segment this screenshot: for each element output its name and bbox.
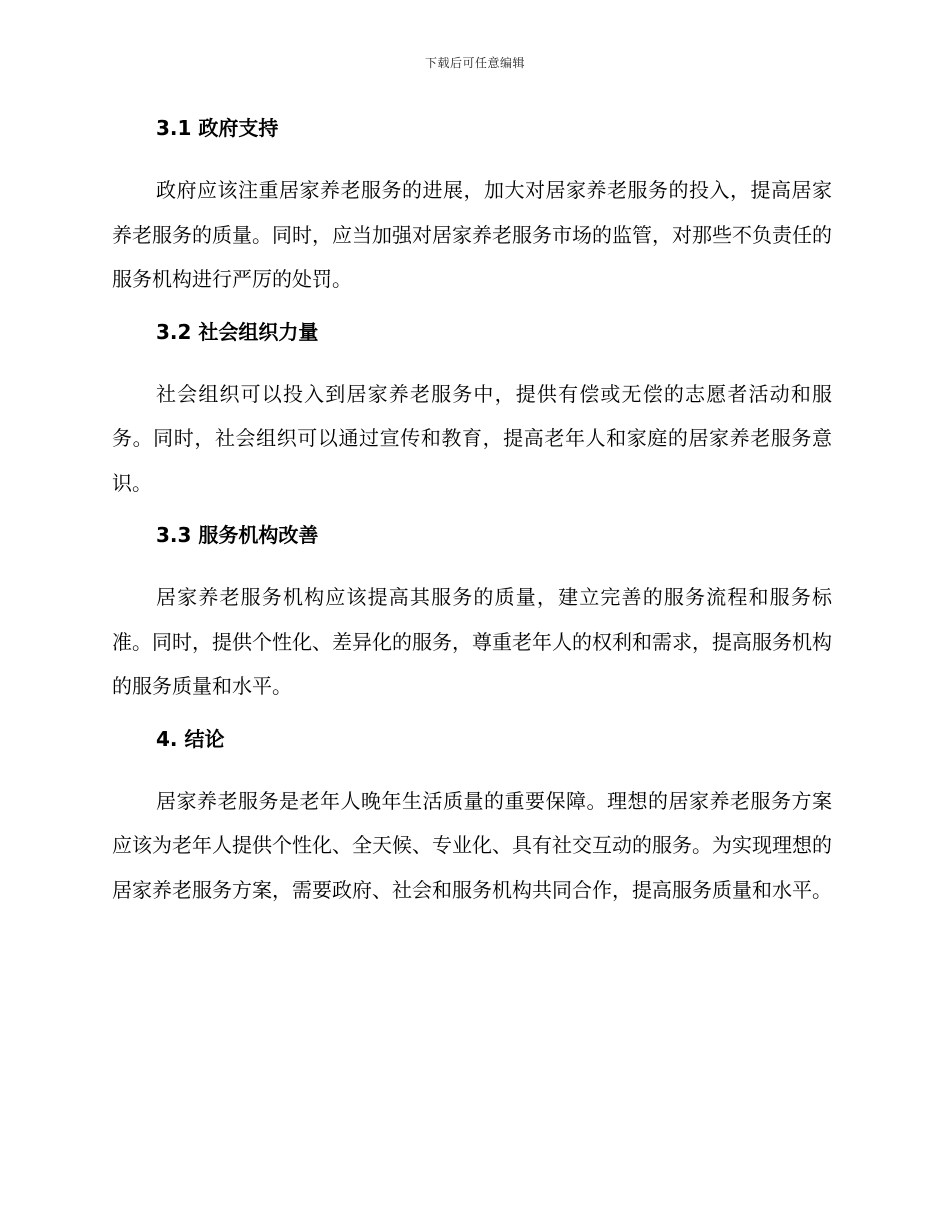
section-paragraph-4: 居家养老服务是老年人晚年生活质量的重要保障。理想的居家养老服务方案应该为老年人提供个性化、全天候、专业化、具有社交互动的服务。为实现理想的居家养老服务方案，需要政府、社会和服务机构共同合作，提高服务质量和水平。 [112, 788, 832, 902]
section-heading-3-1: 3.1 政府支持 [156, 116, 279, 140]
header-note: 下载后可任意编辑 [424, 56, 525, 70]
section-paragraph-3-1: 政府应该注重居家养老服务的进展，加大对居家养老服务的投入，提高居家养老服务的质量。同时，应当加强对居家养老服务市场的监管，对那些不负责任的服务机构进行严厉的处罚。 [112, 178, 832, 291]
section-paragraph-3-2: 社会组织可以投入到居家养老服务中，提供有偿或无偿的志愿者活动和服务。同时，社会组织可以通过宣传和教育，提高老年人和家庭的居家养老服务意识。 [112, 381, 832, 495]
section-paragraph-3-3: 居家养老服务机构应该提高其服务的质量，建立完善的服务流程和服务标准。同时，提供个性化、差异化的服务，尊重老年人的权利和需求，提高服务机构的服务质量和水平。 [112, 585, 832, 698]
document-body [112, 110, 832, 912]
section-heading-4: 4. 结论 [156, 726, 225, 751]
section-heading-3-2: 3.2 社会组织力量 [156, 319, 319, 344]
section-heading-3-3: 3.3 服务机构改善 [156, 523, 319, 547]
